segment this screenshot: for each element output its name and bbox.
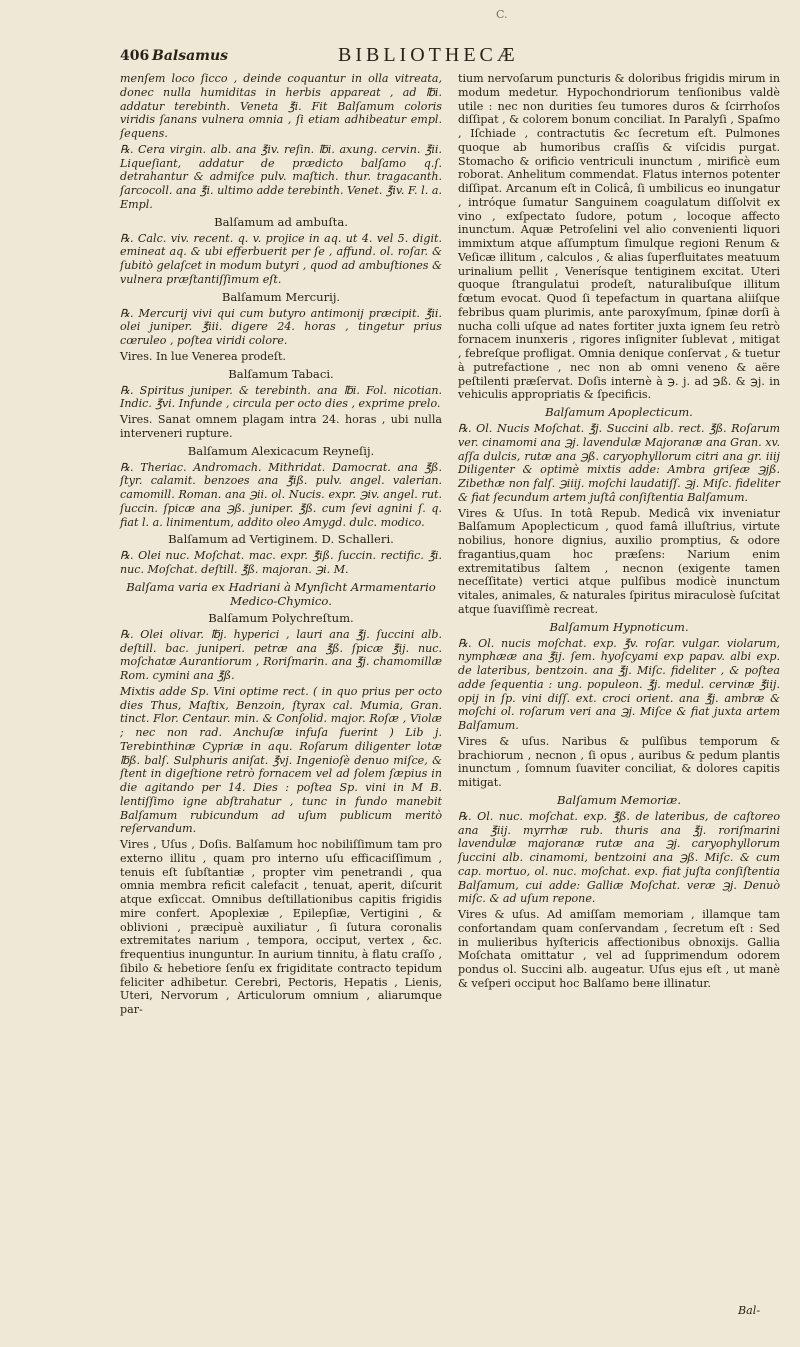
right-column-paragraph: tium nervoſarum puncturis & doloribus frigidis mirum in modum medetur. Hypochondriorum tenſionibus valdè utile : nec non durities ſeu tumores duros & ſcirrhoſos diſſipat , & colorem bonum conciliat. In Paralyſi , Spaſmo , Iſchiade , contractutis &c ſecretum eſt. Pulmones quoque ab humoribus craſſis & viſcidis purgat. Stomacho & orificio ventriculi inunctum , mirificè eum roborat. Anhelitum commendat. Flatus internos potenter diſſipat. Arcanum eſt in Colicâ, ſi umbilicus eo inungatur , intróque ſumatur Sanguinem coagulatum diſſolvit ex vino , exſpectato ſudore, potum , locoque affecto inunctum. Aquæ Petroſelini vel alio convenienti liquori immixtum atque aſſumptum ſimulque regioni Renum & Veſicæ illitum , calculos , & alias ſuperfluitates meatuum urinalium pellit , Venerísque tentiginem excitat. Uteri quoque ſtrangulatui prodeſt, naturalibuſque illitum fœtum evocat. Quod ſi tepefactum in quartana aliiſque febribus quam plurimis, ante paroxyſmum, ſpinæ dorſi à nucha colli uſque ad nates fortiter juxta ignem ſeu retrò fornacem inunxeris , rigores inſigniter ſublevat , mitigat , febreſque profligat. Omnia denique conſervat , & tuetur à putrefactione , nec non ab omni veneno & aëre peſtilenti præſervat. Doſis internè à ℈. j. ad ℈ß. & ℈j. in vehiculis appropriatis & ſpecificis.: [458, 72, 780, 402]
right-column: [458, 72, 780, 993]
left-column-paragraph: ℞. Olei olivar. ℔j. hyperici , lauri ana ℥j. ſuccini alb. deſtill. bac. juniperi. petræ ana ℥ß. ſpicæ ℥ij. nuc. moſchatæ Aurantiorum , Roriſmarin. ana ℥j. chamomillæ Rom. cymini ana ℥ß.: [120, 627, 442, 682]
left-column-heading: Balſamum Tabaci.: [228, 366, 334, 381]
left-column-paragraph: ℞. Theriac. Andromach. Mithridat. Damocrat. ana ℥ß. ſtyr. calamit. benzoes ana ℥iß. pulv. angel. valerian. camomill. Roman. ana ℈ii. ol. Nucis. expr. ℈iv. angel. rut. ſuccin. ſpicæ ana ℈ß. juniper. ℥ß. cum ſevi agnini ſ. q. fiat l. a. linimentum, addito oleo Amygd. dulc. modico.: [120, 460, 442, 529]
left-column-heading: Balſamum Mercurij.: [221, 289, 341, 304]
left-column-paragraph: ℞. Cera virgin. alb. ana ℥iv. reſin. ℔i. axung. cervin. ℥ii. Liqueſiant, addatur de prædicto balſamo q.ſ. detrahantur & admiſce pulv. maſtich. thur. tragacanth. ſarcocoll. ana ℥i. ultimo adde terebinth. Venet. ℥iv. F. l. a. Empl.: [120, 142, 442, 211]
page-header: [120, 44, 780, 72]
left-column-paragraph: ℞. Mercurij vivi qui cum butyro antimonij præcipit. ℥ii. olei juniper. ℥iii. digere 24. horas , tingetur prius cœruleo , poſtea viridi colore.: [120, 306, 442, 347]
left-column-paragraph: menſem loco ſicco , deinde coquantur in olla vitreata, donec nulla humiditas in herbis appareat , ad ℔i. addatur terebinth. Veneta ℥i. Fit Balſamum coloris viridis ſanans vulnera omnia , ſi etiam adhibeatur empl. ſequens.: [120, 72, 442, 140]
right-column-paragraph: ℞. Ol. nucis moſchat. exp. ℥v. roſar. vulgar. violarum, nymphææ ana ℥ij. ſem. hyoſcyami exp papav. albi exp. de lateribus, bentzoin. ana ℥j. Miſc. fideliter , & poſtea adde ſequentia : ung. populeon. ℥j. medul. cervinæ ℥iij. opij in ſp. vini diſſ. ext. croci orient. ana ℥j. ambræ & moſchi ol. roſarum veri ana ℈j. Miſce & fiat juxta artem Balſamum.: [458, 636, 780, 732]
left-column-heading: Balſamum Alexicacum Reyneſij.: [187, 443, 375, 458]
right-column-heading: Balſamum Memoriæ.: [556, 792, 682, 807]
left-column-heading: Balſama varia ex Hadriani à Mynſicht Armamentario Medico-Chymico.: [126, 579, 436, 608]
running-head: Balsamus: [152, 48, 229, 64]
left-column-paragraph: ℞. Spiritus juniper. & terebinth. ana ℔i. Fol. nicotian. Indic. ℥vi. Infunde , circula per octo dies , exprime prelo.: [120, 383, 442, 411]
left-column: [120, 72, 442, 1019]
left-column-heading: Balſamum ad ambuſta.: [214, 214, 348, 229]
right-column-paragraph: Vires & Uſus. In totâ Repub. Medicâ vix inveniatur Balſamum Apoplecticum , quod famâ illuſtrius, virtute nobilius, honore dignius, auxilio promptius, & odore fragantius,quam hoc præſens: Narium enim extremitatibus ſaltem , necnon (exigente tamen neceſſitate) vertici atque pulſibus modicè inunctum vitales, animales, & naturales ſpiritus miraculosè ſuſcitat atque ſuaviſſimè recreat.: [458, 506, 780, 616]
left-column-paragraph: ℞. Olei nuc. Moſchat. mac. expr. ℥iß. ſuccin. rectific. ℥i. nuc. Moſchat. deſtill. ℥ß. majoran. ℈i. M.: [120, 549, 442, 576]
right-column-heading: Balſamum Apoplecticum.: [545, 405, 693, 419]
right-column-paragraph: ℞. Ol. Nucis Moſchat. ℥j. Succini alb. rect. ℥ß. Roſarum ver. cinamomi ana ℈j. lavendulæ Majoranæ ana Gran. xv. aſſa dulcis, rutæ ana ℈ß. caryophyllorum citri ana gr. iiij Diligenter & optimè mixtis adde: Ambra griſeæ ℈jß. Zibethæ non falſ. ℈iiij. moſchi laudatiſſ. ℈j. Miſc. fideliter & fiat ſecundum artem juſtâ conſiſtentia Balſamum.: [458, 422, 780, 504]
catchword: Bal-: [738, 1304, 761, 1317]
left-column-paragraph: ℞. Calc. viv. recent. q. v. projice in aq. ut 4. vel 5. digit. emineat aq. & ubi efferbuerit per ſe , affund. ol. roſar. & ſubitò gelaſcet in modum butyri , quod ad ambuſtiones & vulnera præſtantiſſimum eſt.: [120, 231, 442, 286]
left-column-paragraph: Vires. In lue Venerea prodeſt.: [120, 349, 286, 363]
corner-mark: C.: [496, 8, 508, 21]
page-number: 406: [120, 48, 150, 64]
right-column-paragraph: Vires & uſus. Naribus & pulſibus temporum & brachiorum , necnon , ſi opus , auribus & pedum plantis inunctum , ſomnum ſuaviter conciliat, & dolores capitis mitigat.: [458, 734, 780, 789]
left-column-paragraph: Mixtis adde Sp. Vini optime rect. ( in quo prius per octo dies Thus, Maſtix, Benzoin, ſtyrax cal. Mumia, Gran. tinct. Flor. Centaur. min. & Conſolid. major. Roſæ , Violæ ; nec non rad. Anchuſæ infuſa fuerint ) Lib j. Terebinthinæ Cypriæ in aqu. Roſarum diligenter lotæ ℔ß. balſ. Sulphuris aniſat. ℥vj. Ingenioſè denuo miſce, & ſtent in digeſtione retrò fornacem vel ad ſolem ſæpius in die agitando per 14. Dies : poſtea Sp. vini in M B. lentiſſimo igne abſtrahatur , tunc in fundo manebit Balſamum rubicundum ad uſum publicum meritò reſervandum.: [120, 684, 442, 836]
running-title: BIBLIOTHECÆ: [338, 44, 519, 66]
right-column-paragraph: Vires & uſus. Ad amiſſam memoriam , illamque tam confortandam quam conſervandam , ſecretum eſt : Sed in mulieribus hyſtericis affectionibus obnoxijs. Gallia Moſchata omittatur , vel ad ſupprimendum odorem pondus ol. Succini alb. augeatur. Uſus ejus eſt , ut manè & veſperi occiput hoc Balſamo beне illinatur.: [458, 908, 780, 990]
left-column-paragraph: Vires , Uſus , Doſis. Balſamum hoc nobiliſſimum tam pro externo illitu , quam pro interno uſu efficaciſſimum , tenuis eſt ſubſtantiæ , propter vim penetrandi , qua omnia membra reficit calefacit , tenuat, aperit, diſcurit atque exſiccat. Omnibus deſtillationibus capitis frigidis mire confert. Apoplexiæ , Epilepſiæ, Vertigini , & oblivioni , præcipuè auxiliatur , ſi ſutura coronalis extremitates narium , tempora, occiput, vertex , &c. frequentius inunguntur. In aurium tinnitu, à flatu craſſo , ſibilo & hebetiore ſenſu ex frigiditate contracto tepidum feliciter adhibetur. Cerebri, Pectoris, Hepatis , Lienis, Uteri, Nervorum , Articulorum omnium , aliarumque par-: [120, 838, 442, 1016]
left-column-heading: Balſamum ad Vertiginem. D. Schalleri.: [168, 532, 394, 547]
right-column-heading: Balſamum Hypnoticum.: [549, 619, 689, 634]
right-column-paragraph: ℞. Ol. nuc. moſchat. exp. ℥ß. de lateribus, de caſtoreo ana ℥iij. myrrhæ rub. thuris ana ℥j. roriſmarini lavendulæ majoranæ rutæ ana ℈j. caryophyllorum ſuccini alb. cinamomi, bentzoini ana ℈ß. Miſc. & cum cap. mortuo, ol. nuc. moſchat. exp. fiat juſta conſiſtentia Balſamum, cui adde: Galliæ Moſchat. veræ ℈j. Denuò miſc. & ad uſum repone.: [458, 809, 780, 906]
left-column-heading: Balſamum Polychreſtum.: [208, 610, 354, 625]
left-column-paragraph: Vires. Sanat omnem plagam intra 24. horas , ubi nulla interveneri rupture.: [120, 413, 442, 440]
